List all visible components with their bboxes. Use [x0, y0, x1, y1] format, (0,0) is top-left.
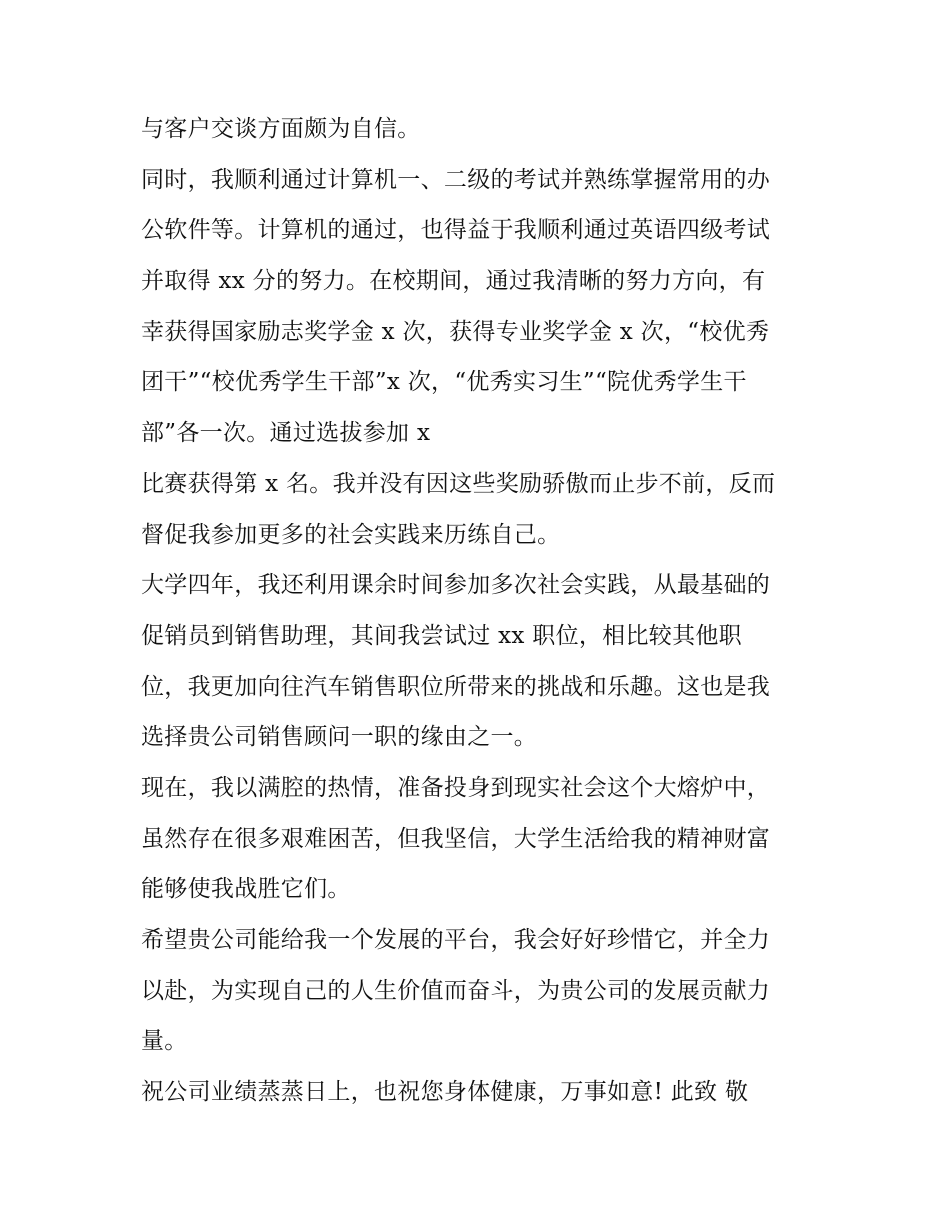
text-line: 同时，我顺利通过计算机一、二级的考试并熟练掌握常用的办: [141, 166, 771, 193]
text-line: 虽然存在很多艰难困苦，但我坚信，大学生活给我的精神财富: [141, 825, 771, 852]
text-line: 并取得 xx 分的努力。在校期间，通过我清晰的努力方向，有: [141, 268, 766, 295]
text-line: 选择贵公司销售顾问一职的缘由之一。: [141, 724, 538, 751]
text-line: 能够使我战胜它们。: [141, 876, 351, 903]
text-line: 团干”“校优秀学生干部”x 次，“优秀实习生”“院优秀学生干: [141, 369, 747, 396]
letter-body: [141, 104, 821, 1118]
text-line: 大学四年，我还利用课余时间参加多次社会实践，从最基础的: [141, 572, 771, 599]
text-line: 促销员到销售助理，其间我尝试过 xx 职位，相比较其他职: [141, 622, 742, 649]
text-line: 与客户交谈方面颇为自信。: [141, 116, 421, 142]
text-line: 部”各一次。通过选拔参加 x: [141, 420, 431, 447]
text-line: 希望贵公司能给我一个发展的平台，我会好好珍惜它，并全力: [141, 927, 771, 953]
text-line: 位，我更加向往汽车销售职位所带来的挑战和乐趣。这也是我: [141, 673, 771, 700]
text-line: 以赴，为实现自己的人生价值而奋斗，为贵公司的发展贡献力: [141, 977, 771, 1004]
text-line: 公软件等。计算机的通过，也得益于我顺利通过英语四级考试: [141, 217, 771, 244]
text-line: 祝公司业绩蒸蒸日上，也祝您身体健康，万事如意! 此致 敬: [141, 1079, 749, 1106]
text-line: 现在，我以满腔的热情，准备投身到现实社会这个大熔炉中，: [141, 774, 771, 801]
text-line: 督促我参加更多的社会实践来历练自己。: [141, 521, 561, 548]
text-line: 比赛获得第 x 名。我并没有因这些奖励骄傲而止步不前，反而: [141, 470, 776, 497]
text-line: 量。: [141, 1028, 188, 1055]
text-line: 幸获得国家励志奖学金 x 次，获得专业奖学金 x 次，“校优秀: [141, 318, 770, 345]
